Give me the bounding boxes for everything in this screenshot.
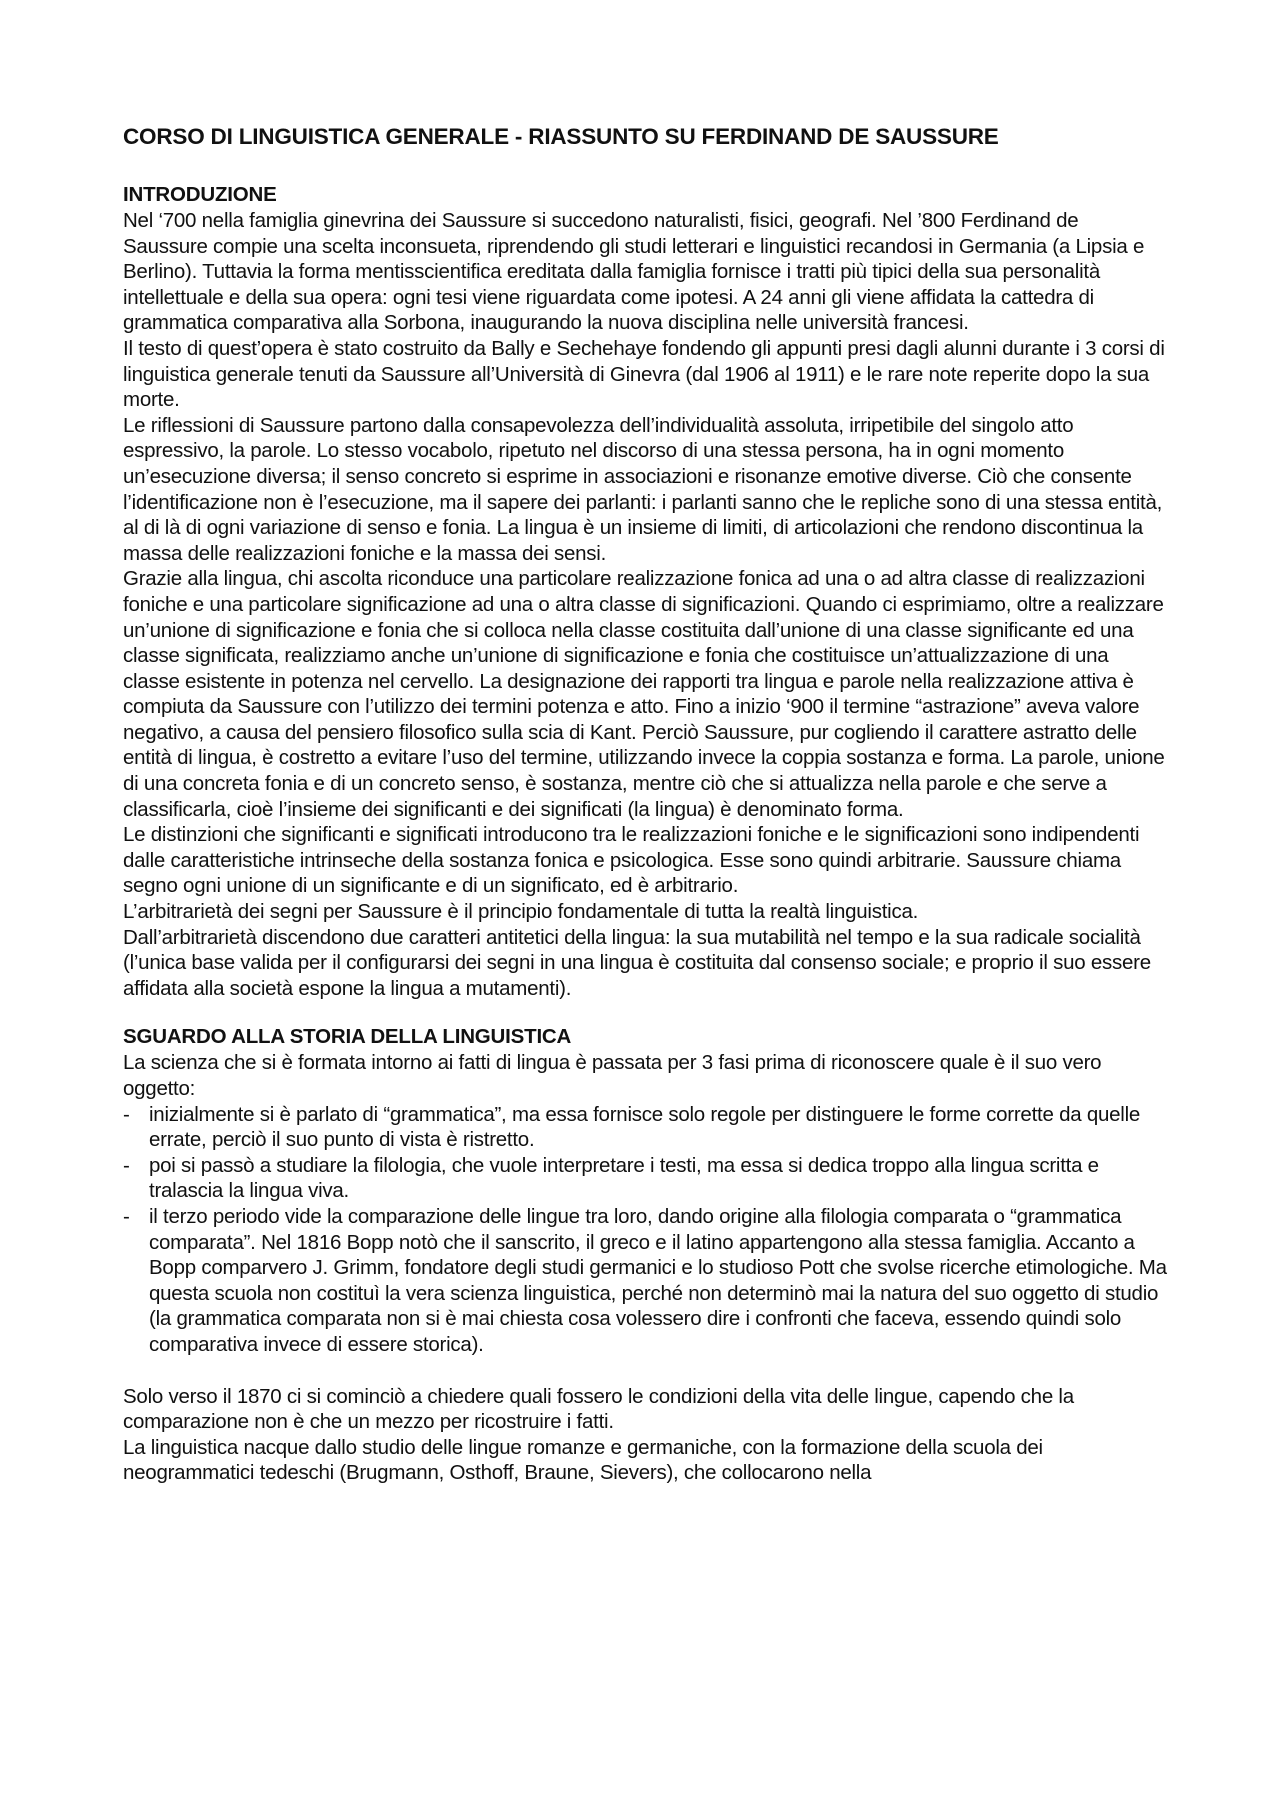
list-item bbox=[123, 1204, 1168, 1358]
dash-bullet: - bbox=[123, 1204, 130, 1228]
paragraph: Nel ‘700 nella famiglia ginevrina dei Saussure si succedono naturalisti, fisici, geografi. Nel ’800 Ferdinand de Saussure compie una scelta inconsueta, riprendendo gli studi letterari e linguistici recandosi in Germania (a Lipsia e Berlino). Tuttavia la forma mentisscientifica ereditata dalla famiglia fornisce i tratti più tipici della sua personalità intellettuale e della sua opera: ogni tesi viene riguardata come ipotesi. A 24 anni gli viene affidata la cattedra di grammatica comparativa alla Sorbona, inaugurando la nuova disciplina nelle università francesi. bbox=[123, 209, 1145, 335]
list-item-text: poi si passò a studiare la filologia, che vuole interpretare i testi, ma essa si dedica troppo alla lingua scritta e tralascia la lingua viva. bbox=[149, 1153, 1099, 1203]
dash-bullet: - bbox=[123, 1102, 130, 1126]
paragraph: La linguistica nacque dallo studio delle lingue romanze e germaniche, con la formazione della scuola dei neogrammatici tedeschi (Brugmann, Osthoff, Braune, Sievers), che collocarono nella bbox=[123, 1435, 1043, 1485]
phases-list bbox=[123, 1102, 1168, 1358]
document-title: CORSO DI LINGUISTICA GENERALE - RIASSUNTO SU FERDINAND DE SAUSSURE bbox=[123, 124, 999, 149]
document-page bbox=[123, 122, 1168, 1486]
section-storia-linguistica bbox=[123, 1024, 1168, 1486]
paragraph: La scienza che si è formata intorno ai fatti di lingua è passata per 3 fasi prima di riconoscere quale è il suo vero oggetto: bbox=[123, 1051, 1102, 1100]
paragraph: Le riflessioni di Saussure partono dalla consapevolezza dell’individualità assoluta, irripetibile del singolo atto espressivo, la parole. Lo stesso vocabolo, ripetuto nel discorso di una stessa persona, ha in ogni momento un’esecuzione diversa; il senso concreto si esprime in associazioni e risonanze emotive diverse. Ciò che consente l’identificazione non è l’esecuzione, ma il sapere dei parlanti: i parlanti sanno che le repliche sono di una stessa entità, al di là di ogni variazione di senso e fonia. La lingua è un insieme di limiti, di articolazioni che rendono discontinua la massa delle realizzazioni foniche e la massa dei sensi. bbox=[123, 413, 1163, 565]
list-item-text: il terzo periodo vide la comparazione delle lingue tra loro, dando origine alla filologia comparata o “grammatica comparata”. Nel 1816 Bopp notò che il sanscrito, il greco e il latino appartengono alla stessa famiglia. Accanto a Bopp comparvero J. Grimm, fondatore degli studi germanici e lo studioso Pott che svolse ricerche etimologiche. Ma questa scuola non costituì la vera scienza linguistica, perché non determinò mai la natura del suo oggetto di studio (la grammatica comparata non si è mai chiesta cosa volessero dire i confronti che faceva, essendo quindi solo comparativa invece di essere storica). bbox=[149, 1204, 1167, 1356]
list-item bbox=[123, 1153, 1168, 1204]
paragraph: Solo verso il 1870 ci si cominciò a chiedere quali fossero le condizioni della vita delle lingue, capendo che la comparazione non è che un mezzo per ricostruire i fatti. bbox=[123, 1384, 1074, 1434]
list-item-text: inizialmente si è parlato di “grammatica”, ma essa fornisce solo regole per distinguere le forme corrette da quelle errate, perciò il suo punto di vista è ristretto. bbox=[149, 1102, 1141, 1152]
paragraph: Dall’arbitrarietà discendono due caratteri antitetici della lingua: la sua mutabilità nel tempo e la sua radicale socialità (l’unica base valida per il configurarsi dei segni in una lingua è costituita dal consenso sociale; e proprio il suo essere affidata alla società espone la lingua a mutamenti). bbox=[123, 925, 1151, 1000]
dash-bullet: - bbox=[123, 1153, 130, 1177]
paragraph: Grazie alla lingua, chi ascolta riconduce una particolare realizzazione fonica ad una o ad altra classe di realizzazioni foniche e una particolare significazione ad una o altra classe di significazioni. Quando ci esprimiamo, oltre a realizzare un’unione di significazione e fonia che si colloca nella classe costituita dall’unione di una classe significante ed una classe significata, realizziamo anche un’unione di significazione e fonia che costituisce un’attualizzazione di una classe esistente in potenza nel cervello. La designazione dei rapporti tra lingua e parole nella realizzazione attiva è compiuta da Saussure con l’utilizzo dei termini potenza e atto. Fino a inizio ‘900 il termine “astrazione” aveva valore negativo, a causa del pensiero filosofico sulla scia di Kant. Perciò Saussure, pur cogliendo il carattere astratto delle entità di lingua, è costretto a evitare l’uso del termine, utilizzando invece la coppia sostanza e forma. La parole, unione di una concreta fonia e di un concreto senso, è sostanza, mentre ciò che si attualizza nella parole e che serve a classificarla, cioè l’insieme dei significanti e dei significati (la lingua) è denominato forma. bbox=[123, 567, 1165, 821]
section-heading: SGUARDO ALLA STORIA DELLA LINGUISTICA bbox=[123, 1025, 572, 1049]
paragraph: Il testo di quest’opera è stato costruito da Bally e Sechehaye fondendo gli appunti presi dagli alunni durante i 3 corsi di linguistica generale tenuti da Saussure all’Università di Ginevra (dal 1906 al 1911) e le rare note reperite dopo la sua morte. bbox=[123, 336, 1165, 412]
paragraph: L’arbitrarietà dei segni per Saussure è il principio fondamentale di tutta la realtà linguistica. bbox=[123, 900, 919, 924]
section-heading: INTRODUZIONE bbox=[123, 183, 277, 206]
list-item bbox=[123, 1102, 1168, 1153]
paragraph: Le distinzioni che significanti e significati introducono tra le realizzazioni foniche e le significazioni sono indipendenti dalle caratteristiche intrinseche della sostanza fonica e psicologica. Esse sono quindi arbitrarie. Saussure chiama segno ogni unione di un significante e di un significato, ed è arbitrario. bbox=[123, 823, 1140, 898]
section-introduzione bbox=[123, 182, 1168, 1001]
spacer bbox=[123, 1358, 1168, 1384]
